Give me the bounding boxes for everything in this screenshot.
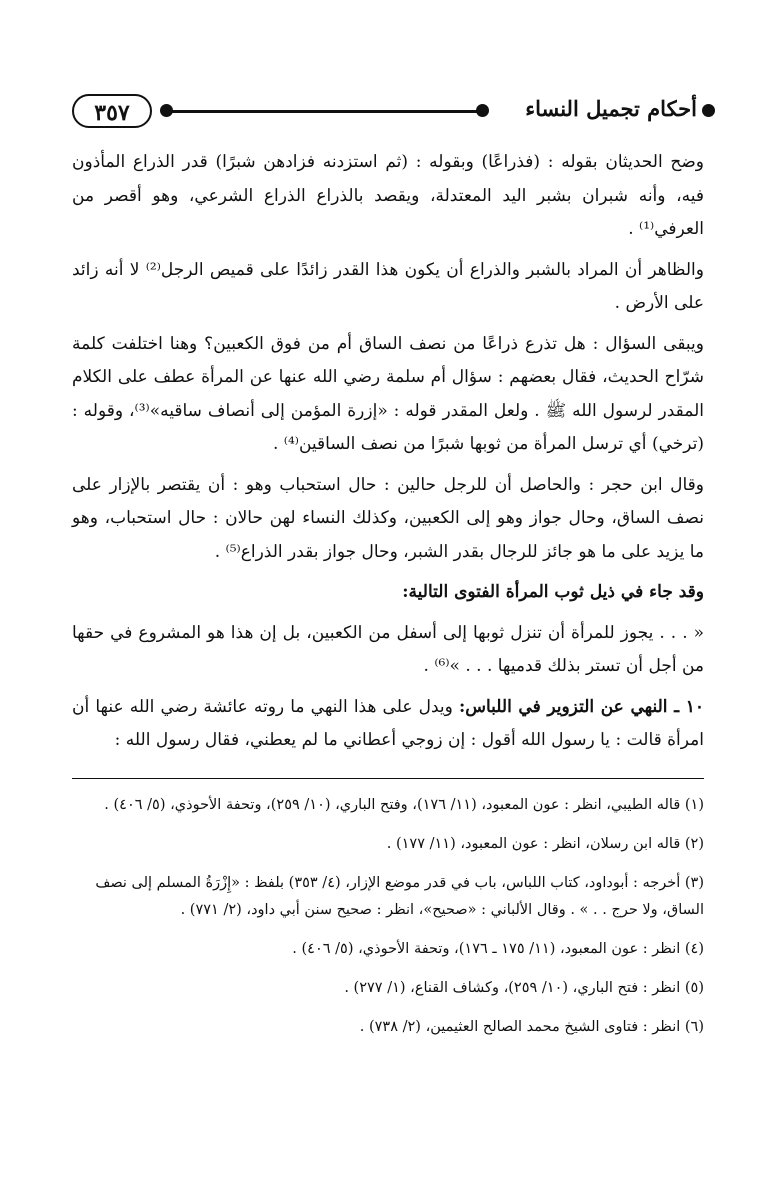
footnote: (٣) أخرجه : أبوداود، كتاب اللباس، باب في قدر موضع الإزار، (٤/ ٣٥٣) بلفظ : «إِزْرَةُ المسلم إلى نصف الساق، ولا حرج . . » . وقال الألباني : «صحيح»، انظر : صحيح سنن أبي داود، (٢/ ٧٧١) . <box>95 875 704 918</box>
section-heading: ١٠ ـ النهي عن التزوير في اللباس: <box>458 696 704 717</box>
section-paragraph <box>72 691 704 758</box>
paragraph: والظاهر أن المراد بالشبر والذراع أن يكون هذا القدر زائدًا على قميص الرجل⁽²⁾ لا أنه زائد على الأرض . <box>72 259 704 313</box>
bullet-dot-icon <box>702 104 715 117</box>
section-text: ويدل على هذا النهي ما روته عائشة رضي الله عنها أن امرأة قالت : يا رسول الله أقول : إن زوجي أعطاني ما لم يعطني، فقال رسول الله : <box>72 696 704 750</box>
footnote: (٦) انظر : فتاوى الشيخ محمد الصالح العثيمين، (٢/ ٧٣٨) . <box>359 1019 704 1035</box>
footnote: (٤) انظر : عون المعبود، (١١/ ١٧٥ ـ ١٧٦)، وتحفة الأحوذي، (٥/ ٤٠٦) . <box>292 941 704 957</box>
paragraph: وقال ابن حجر : والحاصل أن للرجل حالين : حال استحباب وهو : أن يقتصر بالإزار على نصف الساق، وحال جواز وهو إلى الكعبين، وكذلك النساء لهن حالان : حال استحباب، وهو ما يزيد على ما هو جائز للرجال بقدر الشبر، وحال جواز بقدر الذراع⁽⁵⁾ . <box>72 474 704 562</box>
footnote-separator <box>72 778 704 779</box>
header-rule <box>164 110 482 113</box>
bullet-dot-icon <box>476 104 489 117</box>
footnotes <box>72 792 704 1053</box>
paragraph: ويبقى السؤال : هل تذرع ذراعًا من نصف الساق أم من فوق الكعبين؟ وهنا اختلفت كلمة شرّاح الحديث، فقال بعضهم : سؤال أم سلمة رضي الله عنها عن المرأة عطف على الكلام المقدر لرسول الله ﷺ . ولعل المقدر قوله : «إزرة المؤمن إلى أنصاف ساقيه»⁽³⁾، وقوله : (ترخي) أي ترسل المرأة من ثوبها شبرًا من نصف الساقين⁽⁴⁾ . <box>72 333 705 454</box>
footnote: (٢) قاله ابن رسلان، انظر : عون المعبود، (١١/ ١٧٧) . <box>386 836 704 852</box>
page-header <box>72 92 712 134</box>
footnote: (١) قاله الطيبي، انظر : عون المعبود، (١١/ ١٧٦)، وفتح الباري، (١٠/ ٢٥٩)، وتحفة الأحوذي، (٥/ ٤٠٦) . <box>104 797 704 813</box>
main-text <box>72 146 704 765</box>
fatwa-heading: وقد جاء في ذيل ثوب المرأة الفتوى التالية: <box>402 582 704 602</box>
paragraph: وضح الحديثان بقوله : (فذراعًا) وبقوله : (ثم استزدنه فزادهن شبرًا) قدر الذراع المأذون فيه، وأنه شبران بشبر اليد المعتدلة، ويقصد بالذراع الذراع الشرعي، وهو أقصر من العرفي⁽¹⁾ . <box>72 152 704 239</box>
page-number-badge: ٣٥٧ <box>72 94 152 128</box>
fatwa-quote: « . . . يجوز للمرأة أن تنزل ثوبها إلى أسفل من الكعبين، بل إن هذا هو المشروع في حقها من أجل أن تستر بذلك قدميها . . . »⁽⁶⁾ . <box>72 622 704 676</box>
running-title: أحكام تجميل النساء <box>525 96 697 121</box>
footnote: (٥) انظر : فتح الباري، (١٠/ ٢٥٩)، وكشاف القناع، (١/ ٢٧٧) . <box>344 980 704 996</box>
